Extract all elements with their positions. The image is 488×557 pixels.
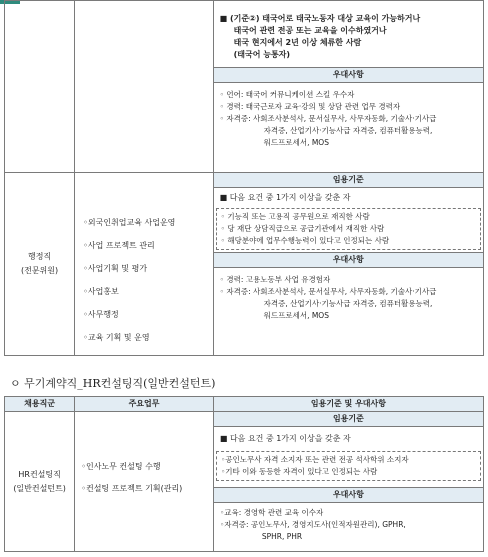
job-subtitle: (일반컨설턴트) (13, 483, 66, 493)
requirement-intro: ■ 다음 요건 중 1가지 이상을 갖춘 자 (219, 193, 351, 202)
preference-line: 자격증, 산업기사·기능사급 자격증, 컴퓨터활용능력, (263, 299, 433, 308)
duty-item: ◦사업기획 및 평가 (83, 264, 148, 273)
job-category-cell (5, 1, 75, 173)
requirement-line: ◦공인노무사 자격 소지자 또는 관련 전공 석사학위 소지자 (220, 455, 409, 464)
duties-cell (75, 1, 213, 173)
duty-item: ◦교육 기획 및 운영 (83, 333, 150, 342)
column-header: 주요업무 (75, 397, 214, 412)
duty-item: ◦외국인취업교육 사업운영 (83, 218, 176, 227)
preference-header: 우대사항 (214, 487, 483, 503)
duty-item: ◦사업홍보 (83, 287, 119, 296)
preference-line: SPHR, PHR (261, 532, 303, 541)
table-row (5, 173, 484, 356)
job-title: 행정직 (27, 252, 52, 261)
requirement-intro: ■ 다음 요건 중 1가지 이상을 갖춘 자 (219, 434, 351, 443)
criteria-cell (213, 1, 483, 173)
column-header: 채용직군 (5, 397, 75, 412)
preference-line: 자격증, 산업기사·기능사급 자격증, 컴퓨터활용능력, (263, 126, 433, 135)
duty-item: ◦사무행정 (83, 310, 119, 319)
preference-header: 우대사항 (214, 67, 483, 83)
duties-cell (75, 173, 213, 356)
preference-header: 우대사항 (214, 252, 483, 268)
preference-line: ◦ 경력: 태국근로자 교육·강의 및 상담 관련 업무 경력자 (219, 102, 401, 111)
section-title: ㅇ 무기계약직_HR컨설팅직(일반컨설턴트) (10, 377, 216, 390)
duty-item: ◦사업 프로젝트 관리 (83, 241, 155, 250)
requirement-box (216, 451, 481, 481)
job-table-1 (4, 0, 484, 356)
preference-line: ◦자격증: 공인노무사, 경영지도사(인적자원관리), GPHR, (219, 520, 406, 529)
requirement-line: ◦ 해당분야에 업무수행능력이 있다고 인정되는 사람 (220, 236, 390, 245)
requirement-line: ◦기타 이와 동등한 자격이 있다고 인정되는 사람 (220, 467, 378, 476)
preference-line: ◦ 언어: 태국어 커뮤니케이션 스킬 우수자 (219, 90, 355, 99)
criteria2-line: 태국어 관련 전공 또는 교육을 이수하였거나 (233, 26, 387, 35)
duty-item: ◦인사노무 컨설팅 수행 (81, 462, 161, 471)
job-title: HR컨설팅직 (18, 469, 61, 479)
criteria2-line: 태국 현지에서 2년 이상 체류한 사람 (233, 38, 362, 47)
job-table-2 (4, 396, 484, 552)
requirement-header: 임용기준 (214, 412, 483, 427)
job-category-cell (5, 173, 75, 356)
requirement-box (216, 208, 481, 250)
column-header: 임용기준 및 우대사항 (213, 397, 483, 412)
duties-cell (75, 412, 214, 552)
table-row (5, 412, 484, 552)
job-category-cell (5, 412, 75, 552)
requirement-line: ◦ 당 재단 상담직급으로 공급기관에서 재직한 사람 (220, 224, 385, 233)
preference-line: ◦ 자격증: 사회조사분석사, 문서실무사, 사무자동화, 기술사·기사급 (219, 114, 437, 123)
preference-line: 워드프로세서, MOS (263, 138, 329, 147)
criteria2-line: (태국어 능통자) (233, 50, 291, 59)
preference-line: ◦ 경력: 고용노동부 사업 유경험자 (219, 275, 331, 284)
preference-line: 워드프로세서, MOS (263, 311, 329, 320)
requirement-line: ◦ 기능직 또는 고용직 공무원으로 재직한 사람 (220, 212, 370, 221)
table-header-row (5, 397, 484, 412)
criteria-cell (213, 173, 483, 356)
table-row (5, 1, 484, 173)
criteria2-line: ■ (기준②) 태국어로 태국노동자 대상 교육이 가능하거나 (219, 14, 421, 23)
requirement-header: 임용기준 (214, 173, 483, 188)
preference-line: ◦교육: 경영학 관련 교육 이수자 (219, 508, 324, 517)
preference-line: ◦ 자격증: 사회조사분석사, 문서실무사, 사무자동화, 기술사·기사급 (219, 287, 437, 296)
criteria-cell (213, 412, 483, 552)
job-subtitle: (전문위원) (20, 266, 59, 275)
duty-item: ◦컨설팅 프로젝트 기획(관리) (81, 484, 183, 493)
